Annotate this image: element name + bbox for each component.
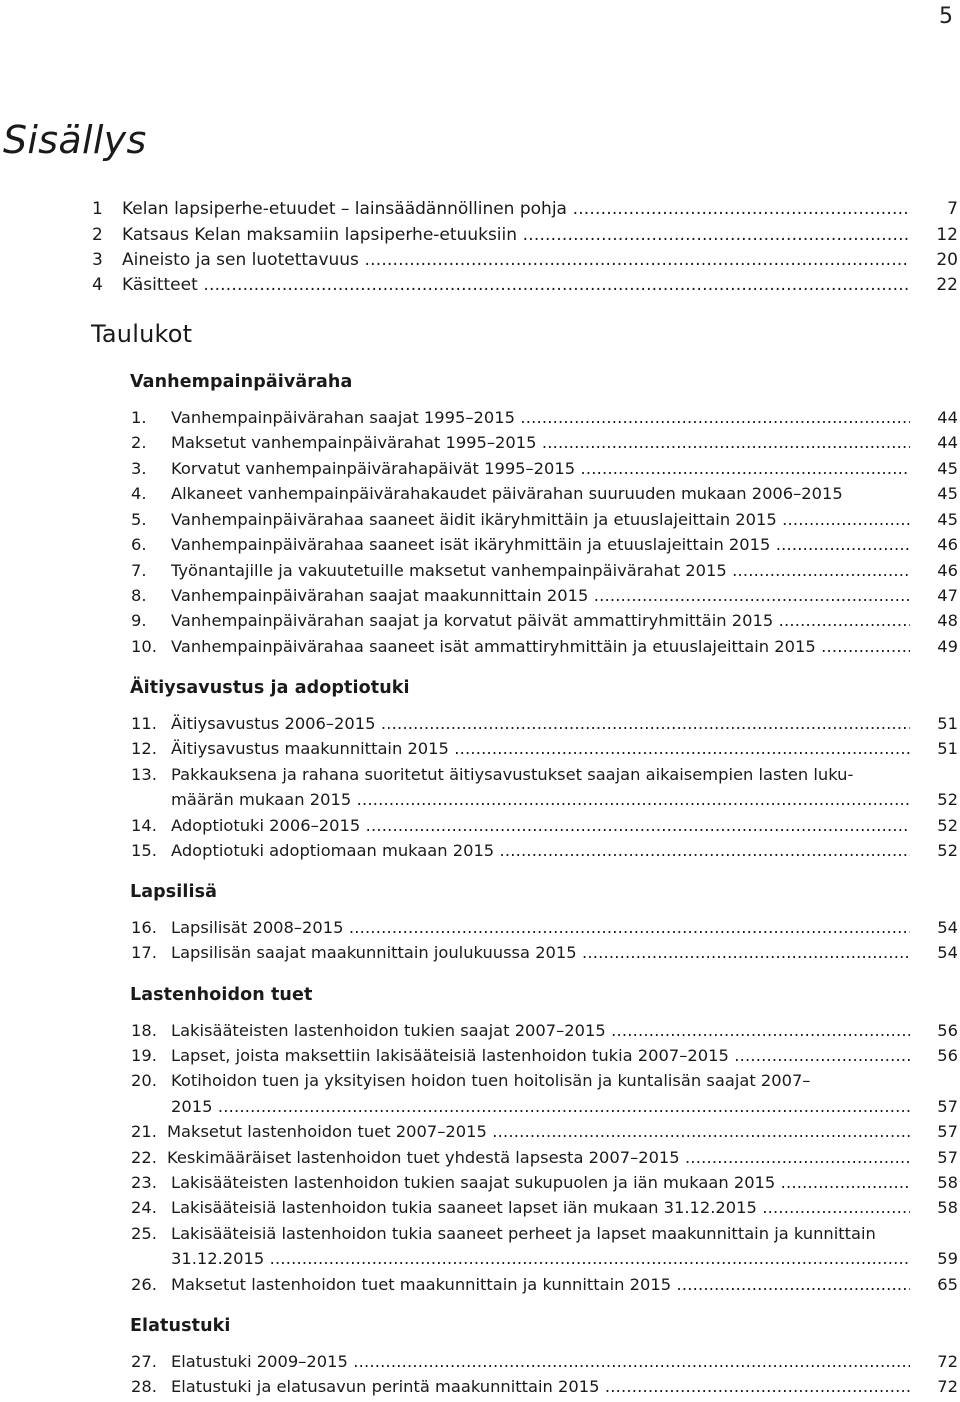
entry-page: 57 bbox=[937, 1097, 958, 1116]
entry-page: 57 bbox=[937, 1122, 958, 1141]
toc-entry-chapter-4[interactable] bbox=[92, 272, 958, 298]
entry-page: 52 bbox=[937, 841, 958, 860]
toc-entry-chapter-1[interactable] bbox=[92, 196, 958, 222]
entry-number: 28. bbox=[131, 1377, 157, 1396]
entry-page: 72 bbox=[937, 1352, 958, 1371]
toc-entry-table-18[interactable] bbox=[131, 1018, 958, 1044]
entry-title: Vanhempainpäivärahaa saaneet isät ammattiryhmittäin ja etuuslajeittain 2015 ..... bbox=[171, 634, 910, 660]
toc-entry-table-10[interactable] bbox=[131, 634, 958, 660]
toc-entry-table-14[interactable] bbox=[131, 813, 958, 839]
toc-entry-table-4[interactable] bbox=[131, 481, 958, 507]
page-number: 5 bbox=[939, 4, 953, 29]
entry-page: 72 bbox=[937, 1377, 958, 1396]
entry-page: 54 bbox=[937, 918, 958, 937]
entry-title: Käsitteet ..... bbox=[122, 272, 910, 298]
entry-title: Vanhempainpäivärahan saajat maakunnittain 2015 ..... bbox=[171, 583, 910, 609]
toc-entry-table-25[interactable] bbox=[131, 1221, 958, 1247]
toc-entry-table-20[interactable] bbox=[131, 1068, 958, 1094]
toc-entry-table-2[interactable] bbox=[131, 430, 958, 456]
entry-number: 21. bbox=[131, 1122, 157, 1141]
entry-title: Lakisääteisten lastenhoidon tukien saajat 2007–2015 ..... bbox=[171, 1018, 910, 1044]
entry-number: 26. bbox=[131, 1275, 157, 1294]
toc-entry-table-15[interactable] bbox=[131, 838, 958, 864]
toc-entry-table-3[interactable] bbox=[131, 456, 958, 482]
toc-entry-table-22[interactable] bbox=[131, 1145, 958, 1171]
entry-number: 2. bbox=[131, 433, 147, 452]
entry-number: 10. bbox=[131, 637, 157, 656]
entry-page: 51 bbox=[937, 714, 958, 733]
toc-entry-chapter-3[interactable] bbox=[92, 247, 958, 273]
entry-title: Vanhempainpäivärahaa saaneet isät ikäryhmittäin ja etuuslajeittain 2015 ..... bbox=[171, 532, 910, 558]
entry-number: 15. bbox=[131, 841, 157, 860]
entry-number: 27. bbox=[131, 1352, 157, 1371]
entry-number: 4. bbox=[131, 484, 147, 503]
toc-entry-table-13[interactable] bbox=[131, 762, 958, 788]
entry-page: 20 bbox=[936, 250, 958, 270]
entry-title: Adoptiotuki adoptiomaan mukaan 2015 ..... bbox=[171, 838, 910, 864]
entry-page: 65 bbox=[937, 1275, 958, 1294]
entry-title: Lakisääteisten lastenhoidon tukien saajat sukupuolen ja iän mukaan 2015 ..... bbox=[171, 1170, 910, 1196]
entry-page: 52 bbox=[937, 790, 958, 809]
entry-title-line-1: Lakisääteisiä lastenhoidon tukia saaneet perheet ja lapset maakunnittain ja kunnittain bbox=[171, 1224, 876, 1243]
entry-title: Aineisto ja sen luotettavuus ..... bbox=[122, 247, 910, 273]
group-heading-vanhempainpaivaraha: Vanhempainpäiväraha bbox=[130, 372, 353, 392]
entry-title: Adoptiotuki 2006–2015 ..... bbox=[171, 813, 910, 839]
entry-page: 46 bbox=[937, 535, 958, 554]
toc-entry-table-19[interactable] bbox=[131, 1043, 958, 1069]
entry-page: 44 bbox=[937, 408, 958, 427]
entry-page: 56 bbox=[937, 1021, 958, 1040]
toc-entry-table-20-continued[interactable] bbox=[131, 1094, 958, 1120]
toc-entry-table-12[interactable] bbox=[131, 736, 958, 762]
entry-number: 13. bbox=[131, 765, 157, 784]
entry-title-line-1: Pakkauksena ja rahana suoritetut äitiysavustukset saajan aikaisempien lasten luku- bbox=[171, 765, 854, 784]
entry-title: Elatustuki ja elatusavun perintä maakunnittain 2015 ..... bbox=[171, 1374, 910, 1400]
entry-page: 45 bbox=[937, 484, 958, 503]
entry-number: 17. bbox=[131, 943, 157, 962]
entry-title: Lapsilisän saajat maakunnittain joulukuussa 2015 ..... bbox=[171, 940, 910, 966]
entry-number: 11. bbox=[131, 714, 157, 733]
entry-title-line-2: 31.12.2015 ..... bbox=[171, 1246, 910, 1272]
entry-title: Lakisääteisiä lastenhoidon tukia saaneet lapset iän mukaan 31.12.2015 ..... bbox=[171, 1195, 910, 1221]
toc-entry-table-17[interactable] bbox=[131, 940, 958, 966]
tables-heading: Taulukot bbox=[91, 320, 193, 348]
entry-page: 49 bbox=[937, 637, 958, 656]
toc-entry-table-11[interactable] bbox=[131, 711, 958, 737]
entry-number: 22. bbox=[131, 1148, 157, 1167]
entry-number: 20. bbox=[131, 1071, 157, 1090]
entry-number: 4 bbox=[92, 275, 103, 295]
group-heading-lastenhoidon-tuet: Lastenhoidon tuet bbox=[130, 985, 313, 1005]
entry-title: Vanhempainpäivärahan saajat ja korvatut päivät ammattiryhmittäin 2015 ..... bbox=[171, 608, 910, 634]
entry-number: 1. bbox=[131, 408, 147, 427]
entry-title: Työnantajille ja vakuutetuille maksetut vanhempainpäivärahat 2015 ..... bbox=[171, 558, 910, 584]
entry-number: 7. bbox=[131, 561, 147, 580]
entry-title: Keskimääräiset lastenhoidon tuet yhdestä lapsesta 2007–2015 ..... bbox=[167, 1145, 910, 1171]
entry-title: Maksetut lastenhoidon tuet maakunnittain ja kunnittain 2015 ..... bbox=[171, 1272, 910, 1298]
entry-title: Lapsilisät 2008–2015 ..... bbox=[171, 915, 910, 941]
toc-entry-table-7[interactable] bbox=[131, 558, 958, 584]
entry-number: 6. bbox=[131, 535, 147, 554]
toc-entry-table-24[interactable] bbox=[131, 1195, 958, 1221]
group-heading-lapsilisa: Lapsilisä bbox=[130, 882, 218, 902]
entry-page: 58 bbox=[937, 1173, 958, 1192]
entry-number: 25. bbox=[131, 1224, 157, 1243]
toc-entry-table-5[interactable] bbox=[131, 507, 958, 533]
group-heading-elatustuki: Elatustuki bbox=[130, 1316, 231, 1336]
entry-number: 14. bbox=[131, 816, 157, 835]
toc-entry-chapter-2[interactable] bbox=[92, 222, 958, 248]
entry-number: 2 bbox=[92, 225, 103, 245]
entry-title-line-2: määrän mukaan 2015 ..... bbox=[171, 787, 910, 813]
entry-number: 5. bbox=[131, 510, 147, 529]
entry-number: 1 bbox=[92, 199, 103, 219]
entry-title: Elatustuki 2009–2015 ..... bbox=[171, 1349, 910, 1375]
entry-title: Äitiysavustus maakunnittain 2015 ..... bbox=[171, 736, 910, 762]
entry-page: 48 bbox=[937, 611, 958, 630]
entry-title: Äitiysavustus 2006–2015 ..... bbox=[171, 711, 910, 737]
entry-page: 54 bbox=[937, 943, 958, 962]
entry-number: 24. bbox=[131, 1198, 157, 1217]
toc-entry-table-23[interactable] bbox=[131, 1170, 958, 1196]
entry-page: 57 bbox=[937, 1148, 958, 1167]
toc-entry-table-28[interactable] bbox=[131, 1374, 958, 1400]
entry-title: Alkaneet vanhempainpäivärahakaudet päivärahan suuruuden mukaan 2006–2015 bbox=[171, 484, 843, 503]
toc-entry-table-21[interactable] bbox=[131, 1119, 958, 1145]
entry-page: 7 bbox=[947, 199, 958, 219]
entry-title: Kelan lapsiperhe-etuudet – lainsäädännöllinen pohja ..... bbox=[122, 196, 910, 222]
entry-title: Vanhempainpäivärahaa saaneet äidit ikäryhmittäin ja etuuslajeittain 2015 ..... bbox=[171, 507, 910, 533]
entry-title-line-2: 2015 ..... bbox=[171, 1094, 910, 1120]
toc-entry-table-13-continued[interactable] bbox=[131, 787, 958, 813]
entry-title: Maksetut vanhempainpäivärahat 1995–2015 ..... bbox=[171, 430, 910, 456]
entry-title: Maksetut lastenhoidon tuet 2007–2015 ..... bbox=[167, 1119, 910, 1145]
entry-page: 51 bbox=[937, 739, 958, 758]
entry-page: 45 bbox=[937, 510, 958, 529]
entry-page: 58 bbox=[937, 1198, 958, 1217]
entry-page: 44 bbox=[937, 433, 958, 452]
page-title: Sisällys bbox=[3, 118, 147, 162]
entry-title: Katsaus Kelan maksamiin lapsiperhe-etuuksiin ..... bbox=[122, 222, 910, 248]
entry-page: 46 bbox=[937, 561, 958, 580]
entry-number: 9. bbox=[131, 611, 147, 630]
toc-entry-table-8[interactable] bbox=[131, 583, 958, 609]
group-heading-aitiysavustus: Äitiysavustus ja adoptiotuki bbox=[130, 678, 410, 698]
entry-title-line-1: Kotihoidon tuen ja yksityisen hoidon tuen hoitolisän ja kuntalisän saajat 2007– bbox=[171, 1071, 811, 1090]
entry-page: 47 bbox=[937, 586, 958, 605]
entry-number: 3 bbox=[92, 250, 103, 270]
entry-number: 3. bbox=[131, 459, 147, 478]
entry-page: 22 bbox=[936, 275, 958, 295]
entry-page: 59 bbox=[937, 1249, 958, 1268]
entry-page: 52 bbox=[937, 816, 958, 835]
entry-title: Vanhempainpäivärahan saajat 1995–2015 ..... bbox=[171, 405, 910, 431]
toc-entry-table-27[interactable] bbox=[131, 1349, 958, 1375]
toc-entry-table-6[interactable] bbox=[131, 532, 958, 558]
toc-entry-table-1[interactable] bbox=[131, 405, 958, 431]
entry-number: 8. bbox=[131, 586, 147, 605]
toc-entry-table-16[interactable] bbox=[131, 915, 958, 941]
entry-page: 56 bbox=[937, 1046, 958, 1065]
entry-page: 45 bbox=[937, 459, 958, 478]
toc-entry-table-26[interactable] bbox=[131, 1272, 958, 1298]
entry-number: 18. bbox=[131, 1021, 157, 1040]
entry-number: 19. bbox=[131, 1046, 157, 1065]
entry-page: 12 bbox=[936, 225, 958, 245]
entry-number: 23. bbox=[131, 1173, 157, 1192]
entry-number: 12. bbox=[131, 739, 157, 758]
toc-entry-table-9[interactable] bbox=[131, 608, 958, 634]
toc-entry-table-25-continued[interactable] bbox=[131, 1246, 958, 1272]
entry-title: Korvatut vanhempainpäivärahapäivät 1995–2015 ..... bbox=[171, 456, 910, 482]
entry-number: 16. bbox=[131, 918, 157, 937]
entry-title: Lapset, joista maksettiin lakisääteisiä lastenhoidon tukia 2007–2015 ..... bbox=[171, 1043, 910, 1069]
